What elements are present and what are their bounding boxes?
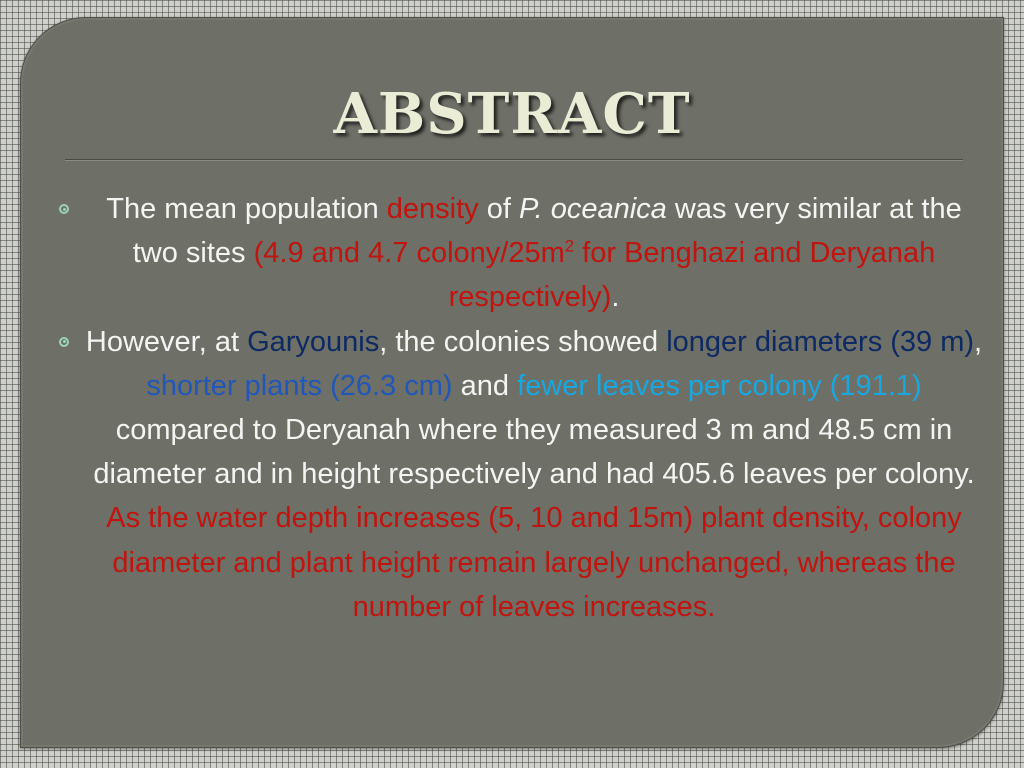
bullet-item-garyounis (57, 320, 987, 629)
species-name: P. oceanica (519, 193, 667, 225)
text-segment: However, at (85, 325, 248, 358)
text-segment: . (611, 281, 620, 314)
text-segment: and (452, 369, 518, 402)
text-segment: , the colonies showed (379, 325, 667, 358)
bullet-list (57, 187, 987, 629)
highlight-garyounis: Garyounis (247, 325, 380, 358)
highlight-site-names: for Benghazi and Deryanah respectively) (448, 237, 936, 314)
ring-dot-bullet-icon (59, 204, 69, 214)
highlight-longer-diameters: longer diameters (39 m) (666, 325, 975, 358)
bullet-item-density (57, 187, 987, 320)
highlight-density: density (386, 193, 479, 225)
highlight-site-values: (4.9 and 4.7 colony/25m (253, 237, 565, 270)
text-segment: of (478, 193, 519, 225)
highlight-shorter-plants: shorter plants (26.3 cm) (146, 369, 453, 402)
text-segment: The mean population (106, 193, 387, 225)
text-segment: , (974, 325, 983, 358)
bullet-text (81, 320, 987, 629)
highlight-depth-finding: As the water depth increases (5, 10 and 15m) plant density, colony diameter and plant height remain largely unchanged, whereas the number of leaves increases. (106, 502, 962, 623)
title-divider (65, 159, 963, 161)
text-segment: compared to Deryanah where they measured 3 m and 48.5 cm in diameter and in height respectively and had 405.6 leaves per colony. (93, 414, 975, 491)
bullet-text (81, 187, 987, 320)
text-segment: was very similar at the two sites (132, 193, 962, 270)
slide-title: ABSTRACT (333, 81, 691, 147)
superscript-exponent: 2 (564, 236, 575, 256)
ring-dot-bullet-icon (59, 337, 69, 347)
highlight-fewer-leaves: fewer leaves per colony (191.1) (517, 369, 922, 402)
